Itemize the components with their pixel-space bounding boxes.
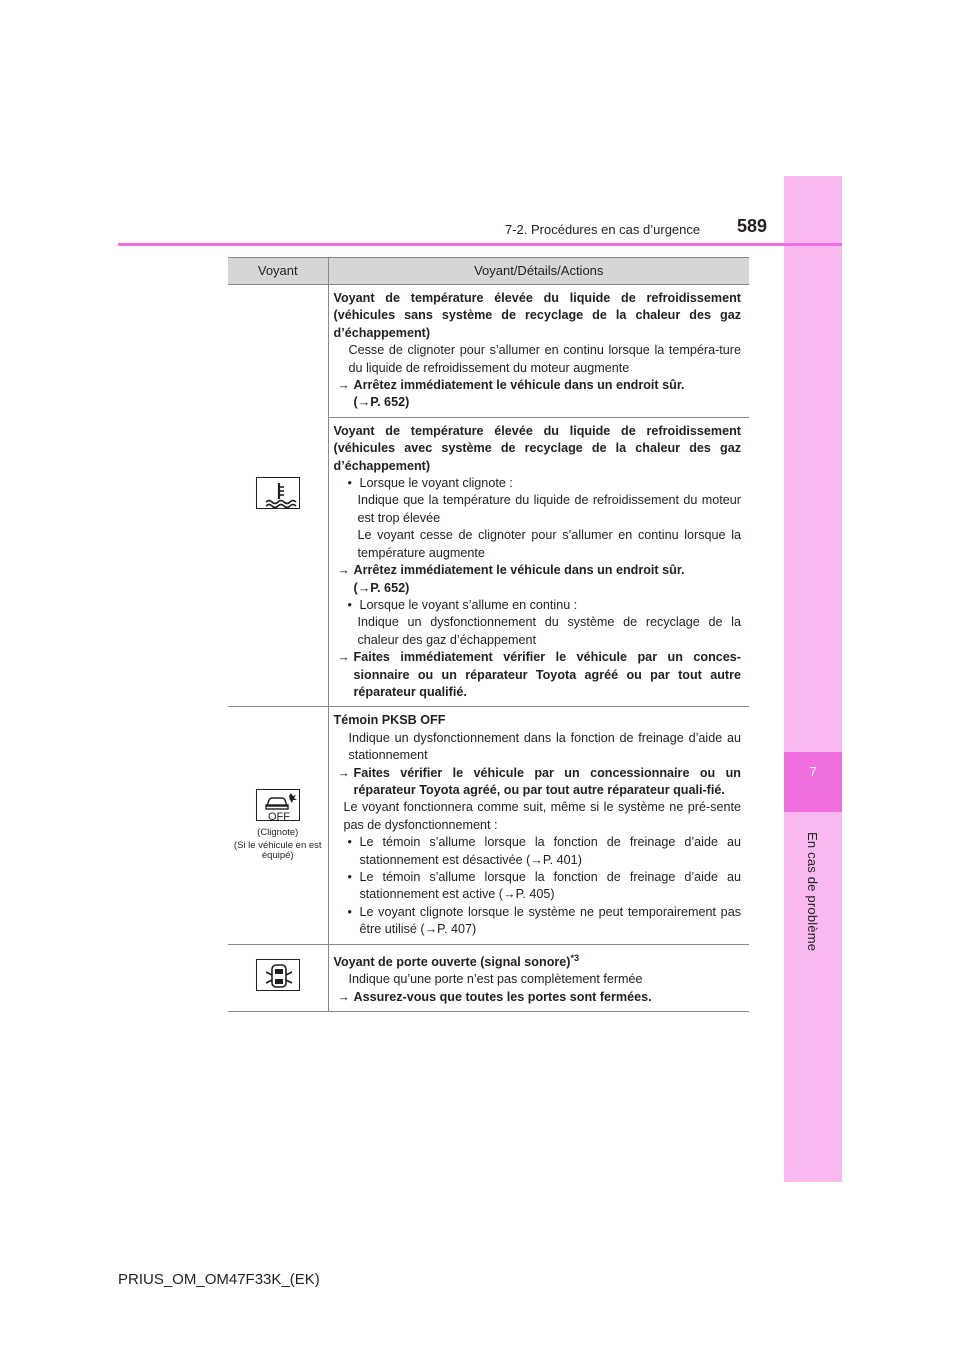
door-icon-cell (228, 944, 328, 1011)
pksb-note: Le voyant fonctionnera comme suit, même si le système ne pré-sente pas de dysfonctionnement : (343, 800, 741, 832)
pksb-off-icon (256, 789, 300, 821)
chapter-title: En cas de problème (805, 832, 820, 952)
arrow-icon: → (337, 650, 350, 665)
coolant-block-2 (328, 417, 749, 707)
door-action: → Assurez-vous que toutes les portes sont fermées. (334, 989, 742, 1006)
pksb-bullet-3: • Le voyant clignote lorsque le système ne peut temporairement pas être utilisé (→P. 407) (347, 904, 741, 937)
coolant-1-action (334, 377, 742, 412)
pksb-title: Témoin PKSB OFF (333, 713, 446, 728)
coolant-2-action-2: → Faites immédiatement vérifier le véhicule par un conces-sionnaire ou un réparateur Toyota agréé ou par tout autre réparateur qualifié. (334, 649, 742, 701)
chapter-number: 7 (809, 764, 817, 779)
door-block (328, 944, 749, 1011)
page-number: 589 (737, 216, 768, 236)
coolant-1-action-text: Arrêtez immédiatement le véhicule dans un endroit sûr. (353, 378, 685, 393)
header-divider (118, 243, 842, 246)
coolant-2-bullet-1-desc-2: Le voyant cesse de clignoter pour s’allumer en continu lorsque la température augmente (357, 528, 741, 560)
table-header-row (228, 258, 749, 285)
coolant-2-title: Voyant de température élevée du liquide de refroidissement (véhicules avec système de recyclage de la chaleur des gaz d’échappement) (333, 423, 741, 473)
pksb-caption-1: (Clignote) (257, 827, 299, 839)
col-header-voyant: Voyant (228, 258, 328, 285)
pksb-action: → Faites vérifier le véhicule par un concessionnaire ou un réparateur Toyota agréé, ou par tout autre réparateur quali-fié. (334, 765, 742, 800)
chapter-side-tab (784, 176, 842, 1182)
coolant-1-title: Voyant de température élevée du liquide de refroidissement (véhicules sans système de recyclage de la chaleur des gaz d’échappement) (333, 291, 741, 340)
warning-lights-table (228, 257, 749, 1012)
coolant-2-bullet-2: • Lorsque le voyant s’allume en continu : (347, 597, 578, 612)
door-title: Voyant de porte ouverte (signal sonore)$^{*3}$ (333, 952, 580, 969)
arrow-icon: → (337, 563, 350, 578)
chapter-marker (784, 752, 842, 812)
pksb-block (328, 707, 749, 944)
coolant-2-bullet-1-desc-1: Indique que la température du liquide de refroidissement du moteur est trop élevée (357, 493, 741, 525)
footnote-mark: *3 (570, 952, 580, 963)
coolant-2-ref: (→P. 652) (353, 580, 410, 595)
coolant-1-ref: (→P. 652) (353, 395, 410, 410)
arrow-icon: → (337, 989, 350, 1004)
arrow-icon: → (337, 765, 350, 780)
table-row-door (228, 944, 749, 1011)
coolant-2-bullet-1: • Lorsque le voyant clignote : (347, 476, 513, 491)
pksb-desc: Indique un dysfonctionnement dans la fonction de freinage d’aide au stationnement (348, 730, 741, 763)
coolant-2-bullet-2-desc: Indique un dysfonctionnement du système de recyclage de la chaleur des gaz d’échappement (357, 615, 741, 647)
section-title: 7-2. Procédures en cas d’urgence (505, 222, 701, 237)
pksb-bullet-2: • Le témoin s’allume lorsque la fonction de freinage d’aide au stationnement est active (→P. 405) (347, 870, 741, 902)
pksb-off-label: OFF (267, 811, 290, 823)
document-code: PRIUS_OM_OM47F33K_(EK) (118, 1271, 320, 1288)
table-row-pksb (228, 707, 749, 944)
coolant-block-1 (328, 285, 749, 418)
arrow-icon: → (337, 378, 350, 393)
coolant-temperature-icon (256, 477, 300, 509)
coolant-1-desc: Cesse de clignoter pour s’allumer en continu lorsque la tempéra-ture du liquide de refroidissement du moteur augmente (348, 343, 741, 375)
door-desc: Indique qu’une porte n’est pas complètement fermée (348, 972, 643, 987)
door-open-icon (256, 959, 300, 991)
pksb-bullet-1: • Le témoin s’allume lorsque la fonction de freinage d’aide au stationnement est désactivée (→P. 401) (347, 835, 741, 867)
table-row-coolant-1 (228, 285, 749, 418)
col-header-details: Voyant/Détails/Actions (328, 258, 749, 285)
pksb-icon-cell (228, 707, 328, 944)
coolant-icon-cell (228, 285, 328, 707)
pksb-caption-2: (Si le véhicule en est équipé) (233, 839, 322, 862)
coolant-2-action-1: → Arrêtez immédiatement le véhicule dans un endroit sûr. (→P. 652) (334, 562, 742, 597)
